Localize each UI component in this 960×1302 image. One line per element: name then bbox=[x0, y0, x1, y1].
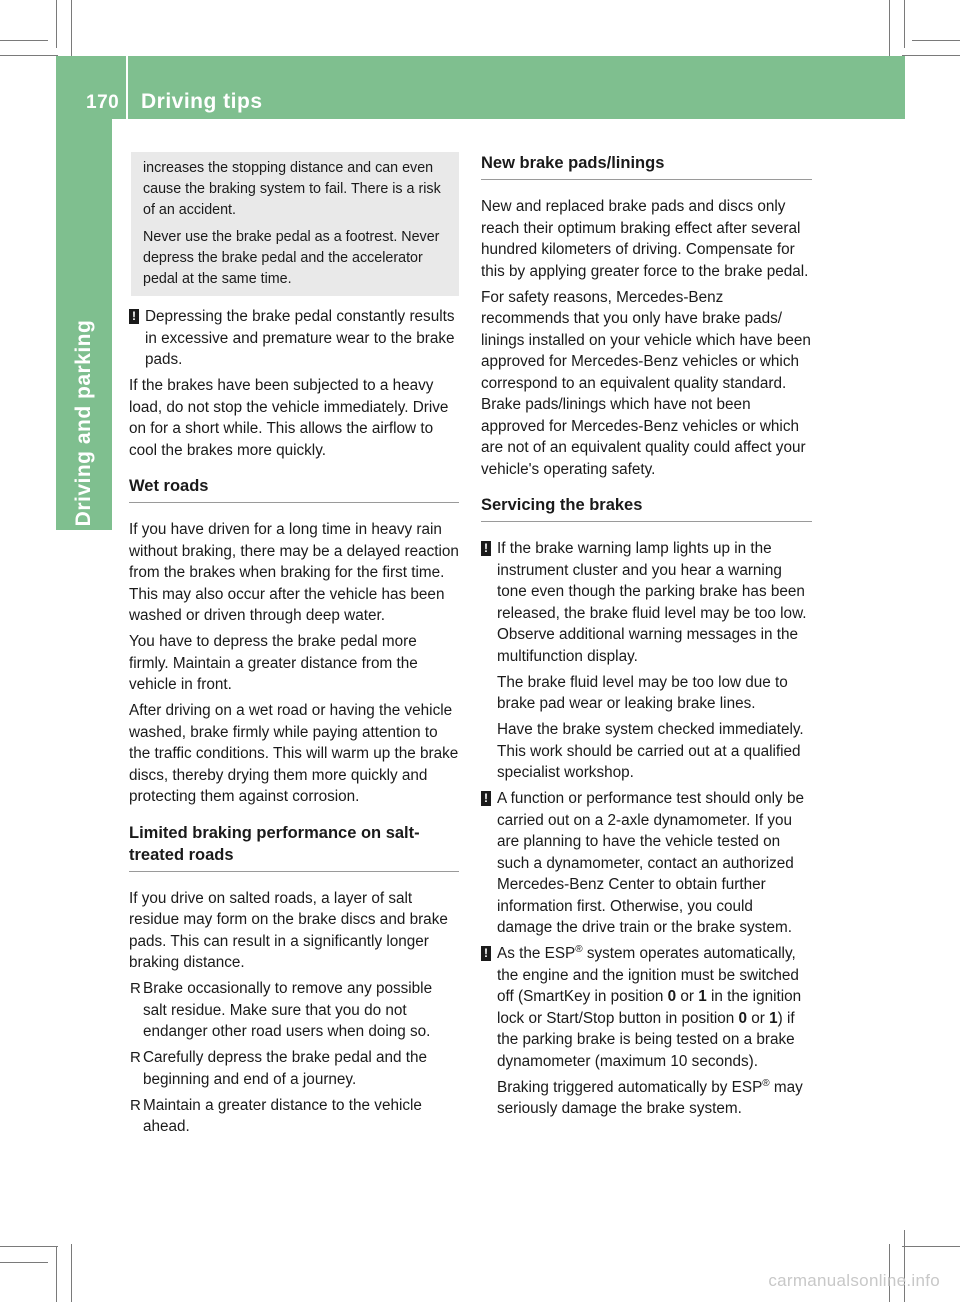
note-text: A function or performance test should only be carried out on a 2-axle dynamometer. If you are planning to have the vehicle tested on such a dynamometer, contact an authorized Mercedes-Benz Center to obtain further information first. Otherwise, you could damage the drive train or the brake system. bbox=[497, 790, 804, 936]
bullet-icon: R bbox=[130, 1049, 141, 1067]
crop-mark bbox=[71, 1244, 72, 1302]
exclamation-icon: ! bbox=[481, 946, 491, 961]
list-item bbox=[129, 1095, 459, 1138]
crop-mark bbox=[0, 40, 48, 41]
list-item-text: Maintain a greater distance to the vehicle ahead. bbox=[143, 1096, 422, 1136]
crop-mark bbox=[0, 55, 58, 56]
key-position: 1 bbox=[769, 1009, 778, 1027]
text-run: ) if the parking brake is being tested on a brake dynamometer (maximum 10 seconds). bbox=[497, 1009, 795, 1070]
note bbox=[481, 943, 812, 1120]
warning-text: increases the stopping distance and can even cause the braking system to fail. There is a risk of an accident. bbox=[143, 160, 441, 219]
section-heading: New brake pads/linings bbox=[481, 152, 812, 180]
text-run: or bbox=[676, 988, 699, 1005]
text-run: in the ignition lock or Start/Stop button in position bbox=[497, 988, 802, 1027]
text-run: As the ESP bbox=[497, 945, 576, 962]
list-item bbox=[129, 1047, 459, 1090]
note-text bbox=[497, 943, 812, 1072]
crop-mark bbox=[56, 0, 57, 48]
list-item-text: Carefully depress the brake pedal and the beginning and end of a journey. bbox=[143, 1049, 428, 1088]
crop-mark bbox=[0, 1246, 58, 1247]
crop-mark bbox=[71, 0, 72, 58]
paragraph: After driving on a wet road or having the vehicle washed, brake firmly while paying attention to the traffic conditions. This will warm up the brake discs, thereby drying them more quickly and protecting them against corrosion. bbox=[129, 702, 459, 806]
text-run: Braking triggered automatically by ESP bbox=[497, 1078, 763, 1096]
registered-mark: ® bbox=[575, 943, 583, 955]
page-number: 170 bbox=[86, 92, 120, 113]
exclamation-icon: ! bbox=[129, 309, 139, 324]
key-position: 0 bbox=[738, 1009, 748, 1027]
note-text: Depressing the brake pedal constantly results in excessive and premature wear to the brake pads. bbox=[145, 308, 455, 369]
side-tab-label: Driving and parking bbox=[72, 319, 95, 527]
text-run: or bbox=[747, 1009, 770, 1027]
crop-mark bbox=[912, 40, 960, 41]
section-heading: Servicing the brakes bbox=[481, 494, 812, 522]
left-column bbox=[129, 152, 459, 1142]
key-position: 1 bbox=[698, 988, 707, 1005]
watermark: carmanualsonline.info bbox=[768, 1271, 940, 1290]
bullet-list bbox=[129, 978, 459, 1138]
crop-mark bbox=[902, 1246, 960, 1247]
text-run: may seriously damage the brake system. bbox=[497, 1078, 803, 1117]
header-divider bbox=[126, 56, 128, 119]
running-title: Driving tips bbox=[141, 90, 263, 113]
note bbox=[481, 788, 812, 939]
crop-mark bbox=[0, 1262, 48, 1263]
key-position: 0 bbox=[667, 988, 677, 1005]
warning-box bbox=[131, 152, 459, 296]
warning-text: Never use the brake pedal as a footrest. Never depress the brake pedal and the accelerator pedal at the same time. bbox=[143, 228, 440, 288]
registered-mark: ® bbox=[762, 1077, 770, 1089]
crop-mark bbox=[56, 1246, 57, 1302]
bullet-icon: R bbox=[130, 1096, 141, 1114]
section-heading: Wet roads bbox=[129, 475, 459, 503]
note-text: If the brake warning lamp lights up in the instrument cluster and you hear a warning tone even though the parking brake has been released, the brake fluid level may be too low. Observe additional warning messages in the multifunction display. bbox=[497, 540, 807, 665]
paragraph: You have to depress the brake pedal more firmly. Maintain a greater distance from the vehicle in front. bbox=[129, 633, 418, 694]
note-text bbox=[497, 1077, 812, 1120]
paragraph: For safety reasons, Mercedes-Benz recommends that you only have brake pads/ linings installed on your vehicle which have been approved for Mercedes-Benz vehicles or which correspond to an equivalent quality standard. Brake pads/linings which have not been approved for Mercedes-Benz vehicles or which are not of an equivalent quality could affect your vehicle's operating safety. bbox=[481, 288, 811, 478]
crop-mark bbox=[904, 0, 905, 48]
note-text: Have the brake system checked immediately. This work should be carried out at a qualified specialist workshop. bbox=[497, 721, 804, 781]
note-text: The brake fluid level may be too low due to brake pad wear or leaking brake lines. bbox=[497, 673, 788, 712]
crop-mark bbox=[904, 1230, 905, 1302]
paragraph: If you have driven for a long time in heavy rain without braking, there may be a delayed reaction from the brakes when braking for the first time. This may also occur after the vehicle has been washed or driven through deep water. bbox=[129, 521, 459, 625]
bullet-icon: R bbox=[130, 980, 141, 998]
note bbox=[481, 538, 812, 784]
note bbox=[129, 306, 459, 371]
paragraph: If you drive on salted roads, a layer of salt residue may form on the brake discs and brake pads. This can result in a significantly longer braking distance. bbox=[129, 889, 448, 972]
exclamation-icon: ! bbox=[481, 791, 491, 806]
list-item-text: Brake occasionally to remove any possible salt residue. Make sure that you do not endanger other road users when doing so. bbox=[143, 980, 433, 1041]
paragraph: New and replaced brake pads and discs only reach their optimum braking effect after several hundred kilometers of driving. Compensate for this by applying greater force to the brake pedal. bbox=[481, 198, 809, 280]
exclamation-icon: ! bbox=[481, 541, 491, 556]
list-item bbox=[129, 978, 459, 1043]
crop-mark bbox=[889, 0, 890, 58]
section-heading: Limited braking performance on salt-treated roads bbox=[129, 822, 459, 872]
paragraph: If the brakes have been subjected to a heavy load, do not stop the vehicle immediately. Drive on for a short while. This allows the airflow to cool the brakes more quickly. bbox=[129, 377, 449, 459]
text-run: system operates automatically, the engine and the ignition must be switched off (SmartKey in position bbox=[497, 945, 799, 1005]
crop-mark bbox=[902, 55, 960, 56]
right-column bbox=[481, 152, 812, 1124]
